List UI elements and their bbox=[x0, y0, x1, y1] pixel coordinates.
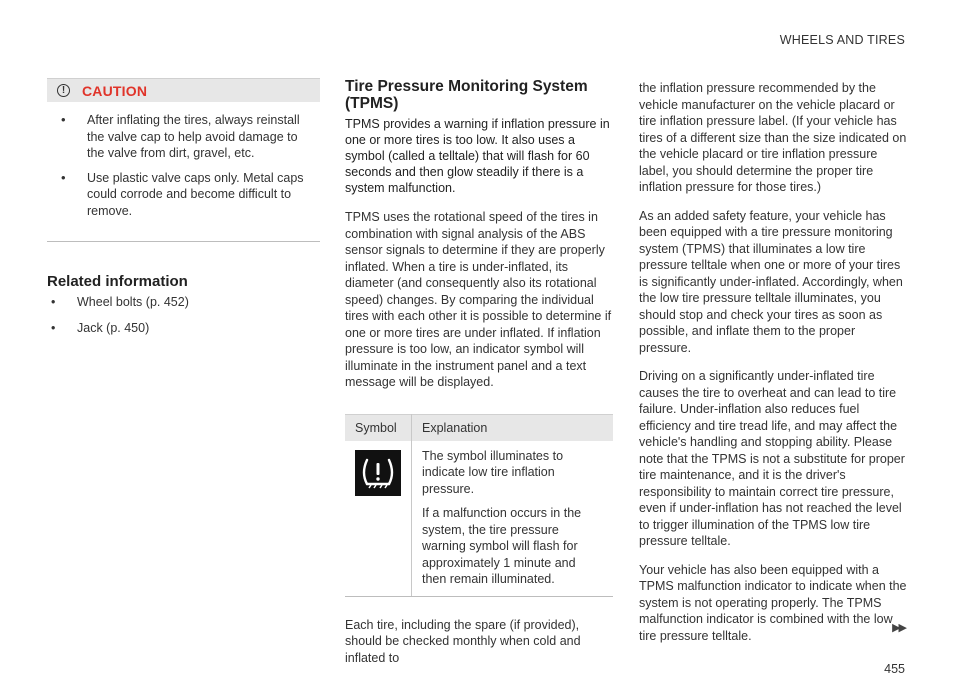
tpms-intro: TPMS provides a warning if inflation pressure in one or more tires is too low. It also uses a symbol (called a telltale) that will flash for 60 seconds and then glow steadily if there is a system malfunction. bbox=[345, 117, 610, 195]
caution-item: • After inflating the tires, always reinstall the valve cap to help avoid damage to the valve from dirt, gravel, etc. bbox=[57, 112, 310, 162]
tpms-body-paragraph: Each tire, including the spare (if provided), should be checked monthly when cold and inflated to bbox=[345, 617, 581, 665]
symbol-table bbox=[345, 414, 613, 597]
caution-list bbox=[47, 102, 320, 241]
caution-title: CAUTION bbox=[82, 82, 148, 99]
middle-column bbox=[345, 78, 613, 678]
page-header-title: WHEELS AND TIRES bbox=[779, 33, 905, 47]
next-page-arrows-icon[interactable]: ▶▶ bbox=[892, 622, 905, 634]
caution-header bbox=[47, 78, 320, 102]
left-column bbox=[47, 78, 320, 345]
related-information-heading: Related information bbox=[47, 273, 188, 290]
body-paragraph: Your vehicle has also been equipped with a TPMS malfunction indicator to indicate when the system is not operating properly. The TPMS malfunction indicator is combined with the low tire pressure telltale. bbox=[639, 562, 907, 643]
related-link-wheel-bolts[interactable]: • Wheel bolts (p. 452) bbox=[47, 294, 320, 311]
caution-item: • Use plastic valve caps only. Metal caps could corrode and become difficult to remove. bbox=[57, 170, 310, 220]
body-paragraph: Driving on a significantly under-inflated tire causes the tire to overheat and can lead to tire failure. Under-inflation also reduces fuel efficiency and tire tread life, and may affect the vehicle's handling and stopping ability. Please note that the TPMS is not a substitute for proper tire maintenance, and it is the driver's responsibility to maintain correct tire pressure, even if under-inflation has not reached the level to trigger illumination of the TPMS low tire pressure telltale. bbox=[639, 369, 905, 548]
explanation-column-header: Explanation bbox=[412, 414, 614, 441]
symbol-column-header: Symbol bbox=[345, 414, 412, 441]
table-row bbox=[345, 441, 613, 597]
warning-exclamation-icon: ! bbox=[57, 84, 70, 97]
right-column bbox=[639, 80, 907, 656]
explanation-text: If a malfunction occurs in the system, the tire pressure warning symbol will flash for approximately 1 minute and then remain illuminated. bbox=[422, 506, 582, 586]
body-paragraph: the inflation pressure recommended by the vehicle manufacturer on the vehicle placard or tire inflation pressure label. (If your vehicle has tires of a different size than the size indicated on the vehicle placard or tire inflation pressure label, you should determine the proper tire inflation pressure for those tires.) bbox=[639, 81, 907, 194]
section-title: Tire Pressure Monitoring System (TPMS) bbox=[345, 78, 588, 112]
body-paragraph: As an added safety feature, your vehicle has been equipped with a tire pressure monitoring system (TPMS) that illuminates a low tire pressure telltale when one or more of your tires is significantly under-inflated. Accordingly, when the low tire pressure telltale illuminates, you should stop and check your tires as soon as possible, and inflate them to the proper pressure. bbox=[639, 208, 903, 355]
related-information-list bbox=[47, 294, 320, 336]
caution-box bbox=[47, 78, 320, 242]
explanation-text: The symbol illuminates to indicate low tire inflation pressure. bbox=[422, 448, 564, 496]
related-link-jack[interactable]: • Jack (p. 450) bbox=[47, 320, 320, 337]
page-number: 455 bbox=[884, 662, 905, 676]
tire-pressure-warning-icon bbox=[355, 450, 401, 496]
tpms-body-paragraph: TPMS uses the rotational speed of the tires in combination with signal analysis of the ABS sensor signals to determine if they are properly inflated. When a tire is under-inflated, its diameter (and consequently also its rotational speed) changes. By comparing the individual tires with each other it is possible to determine if one or more tires are under inflated. If inflation pressure is too low, an indicator symbol will illuminate in the instrument panel and a text message will be displayed. bbox=[345, 210, 612, 389]
